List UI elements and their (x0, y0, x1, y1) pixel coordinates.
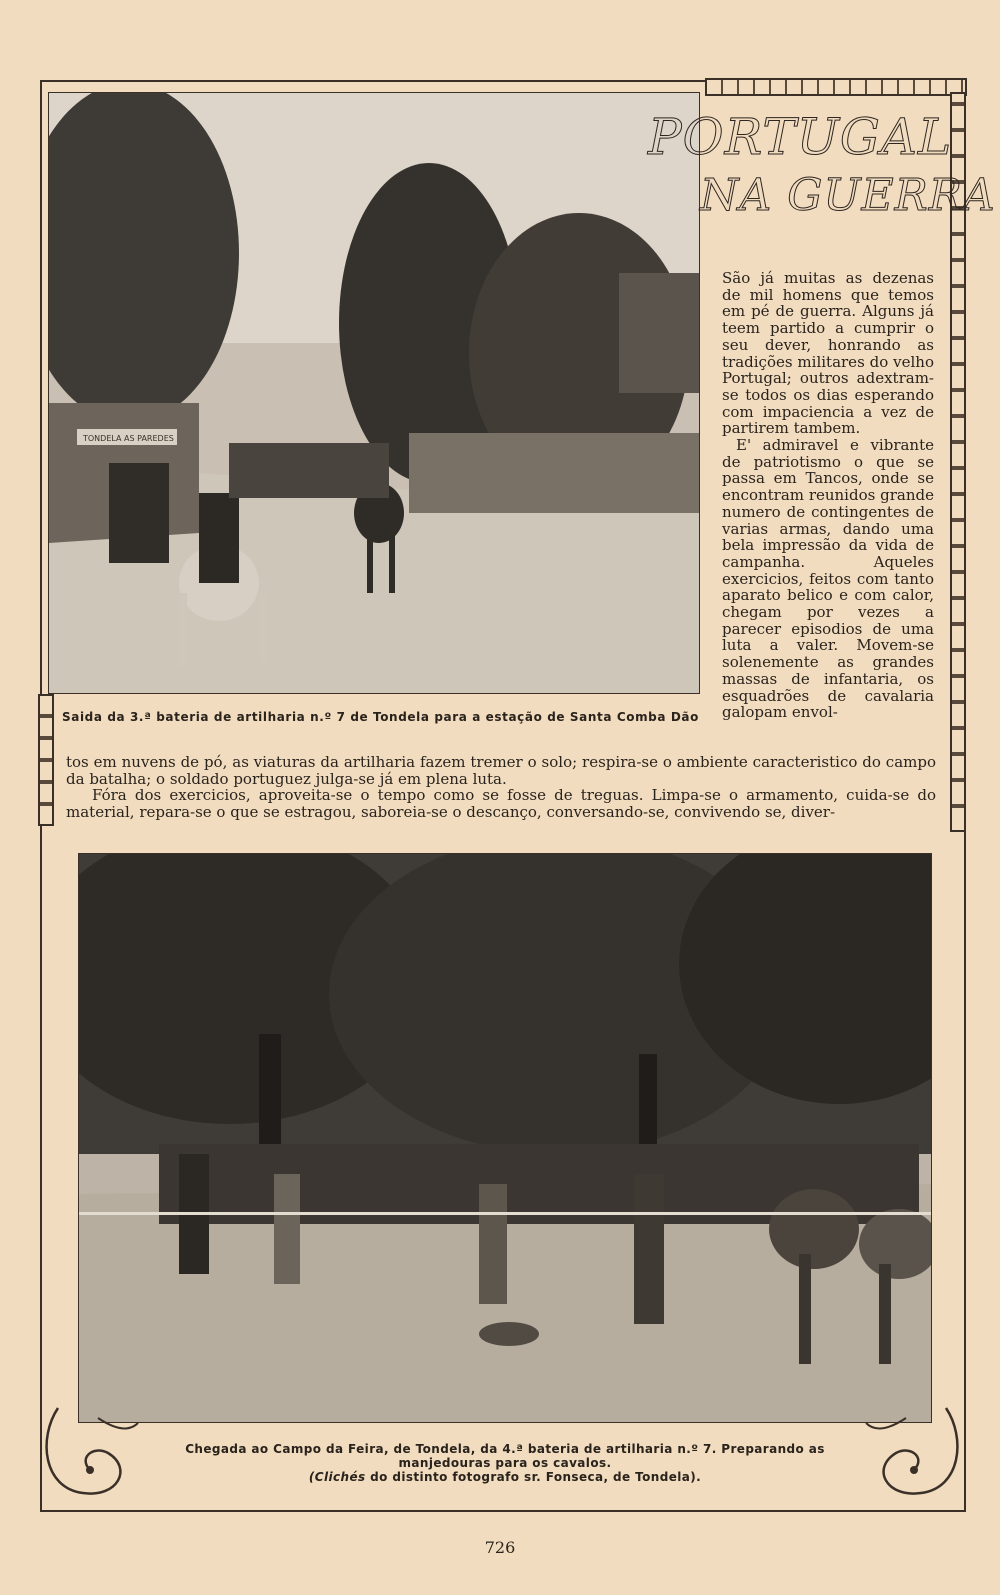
artillery-departure-photo (48, 92, 700, 694)
photo-credit-rest: do distinto fotografo sr. Fonseca, de Tondela). (365, 1470, 702, 1484)
page-number: 726 (484, 1538, 516, 1557)
campo-da-feira-photo (78, 853, 932, 1423)
article-paragraph-1: São já muitas as dezenas de mil homens que temos em pé de guerra. Alguns já teem partido a cumprir o seu dever, honrando as tradições militares do velho Portugal; outros adextram-se todos os dias esperando com impaciencia a vez de partirem tambem. (722, 269, 934, 438)
top-ornamental-border (705, 78, 967, 96)
bottom-caption-line-1: Chegada ao Campo da Feira, de Tondela, da 4.ª bateria de artilharia n.º 7. Preparando as (185, 1442, 825, 1456)
left-ornamental-border (38, 694, 54, 826)
bottom-caption-line-2: manjedouras para os cavalos. (398, 1456, 612, 1470)
top-photo-caption: Saida da 3.ª bateria de artilharia n.º 7 de Tondela para a estação de Santa Comba Dão (62, 710, 699, 724)
article-paragraph-2: E' admiravel e vibrante de patriotismo o que se passa em Tancos, onde se encontram reunidos grande numero de contingentes de varias armas, dando uma bela impressão da vida de campanha. Aqueles exercicios, feitos com tanto aparato belico e com calor, chegam por vezes a parecer episodios de uma luta a valer. Movem-se solenemente as grandes massas de infantaria, os esquadrões de cavalaria galopam envol- (722, 436, 934, 722)
right-scroll-ornament (856, 1398, 966, 1508)
article-full-width-text (66, 754, 936, 821)
photo-credit-italic: (Clichés (308, 1470, 366, 1484)
article-column-text (722, 270, 934, 721)
left-scroll-ornament (38, 1398, 148, 1508)
article-paragraph-4: Fóra dos exercicios, aproveita-se o tempo como se fosse de treguas. Limpa-se o armamento, cuida-se do material, repara-se o que se estragou, saboreia-se o descanço, conversando-se, convivendo se, diver- (66, 786, 936, 822)
photo-credit (170, 1470, 840, 1484)
title-na-guerra: NA GUERRA (700, 170, 996, 221)
street-sign-text: TONDELA AS PAREDES (83, 434, 174, 443)
article-paragraph-3: tos em nuvens de pó, as viaturas da artilharia fazem tremer o solo; respira-se o ambiente caracteristico do campo da batalha; o soldado portuguez julga-se já em plena luta. (66, 753, 936, 788)
bottom-photo-caption (170, 1442, 840, 1484)
article-title (640, 108, 996, 238)
title-portugal: PORTUGAL (648, 108, 953, 166)
